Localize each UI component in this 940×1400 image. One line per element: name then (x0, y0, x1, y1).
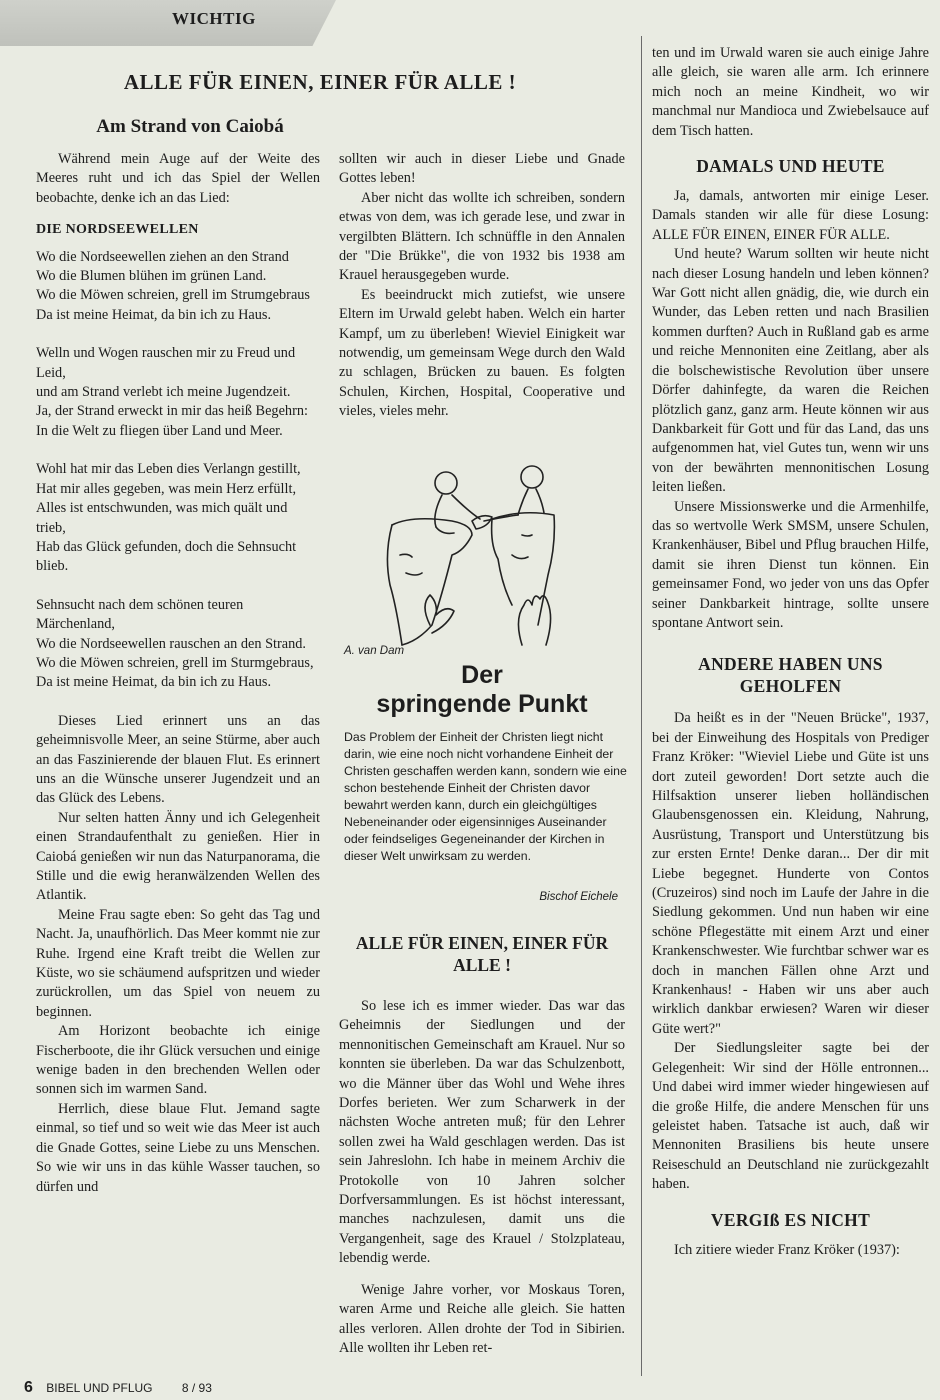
poem-title: DIE NORDSEEWELLEN (36, 222, 199, 238)
poem-line: Da ist meine Heimat, da bin ich zu Haus. (36, 674, 272, 691)
inset-title (336, 661, 628, 719)
poem-line: Hat mir alles gegeben, was mein Herz erfüllt, (36, 480, 297, 497)
poem-stanza (36, 596, 320, 693)
poem-line: Wohl hat mir das Leben dies Verlangn gestillt, (36, 461, 301, 478)
body-paragraph: ten und im Urwald waren sie auch einige Jahre alle gleich, sie waren alle arm. Ich erinnere mich noch an meine Kindheit, wo wir manchmal nur Mandioca und Zwiebelsauce auf dem Tisch hatten. (652, 45, 929, 139)
magazine-name: BIBEL UND PFLUG (46, 1381, 153, 1395)
body-paragraph: So lese ich es immer wieder. Das war das Geheimnis der Siedlungen und der mennonitischen Gemeinschaft am Krauel. Nur so konnten sie überleben. Da war das Schulzenbott, wo die Männer über das Wohl und Wehe ihres Dorfes berieten. Wer zum Scharwerk in der nächsten Woche antreten muß; für den Lehrer sollen zwei ha Wald geschlagen werden. Das ist sein Jahreslohn. Ich habe in meinem Archiv die Protokolle von 10 Jahren solcher Dorfversammlungen. Es ist höchst interessant, manches nachzulesen, damit uns die Vergangenheit, sage des Krauel / Stolzplateau, lebendig werde. (339, 998, 625, 1267)
column-2-lower (339, 997, 625, 1358)
body-paragraph: Ja, damals, antworten mir einige Leser. Damals standen wir alle für diese Losung: ALLE FÜR EINEN, EINER FÜR ALLE. (652, 188, 929, 243)
poem-line: Wo die Möwen schreien, grell im Strumgebraus (36, 287, 311, 304)
inset-text: Das Problem der Einheit der Christen liegt nicht darin, wie eine noch nicht vorhandene Einheit der Christen geschaffen werden kann, sondern wie eine schon bestehende Einheit der Christen davor bewahrt werden kann, durch ein gleichgültiges Nebeneinander oder eigensinniges Auseinander oder feindseliges Gegeneinander der Kirchen in dieser Welt unwirksam zu werden. (344, 730, 627, 863)
issue-number: 8 / 93 (181, 1381, 212, 1395)
body-paragraph: Nur selten hatten Änny und ich Gelegenheit einen Strandaufenthalt zu genießen. Hier in Caiobá genießen wir nun das Naturpanorama, die Stille und die ewig heranwälzenden Wellen des Atlantik. (36, 809, 320, 904)
poem-line: Wo die Nordseewellen rauschen an den Strand. (36, 635, 307, 652)
inset-box (336, 455, 628, 925)
body-paragraph: sollten wir auch in dieser Liebe und Gnade Gottes leben! (339, 151, 625, 187)
poem-line: Alles ist entschwunden, was mich quält und trieb, (36, 500, 288, 536)
column-rule (641, 36, 642, 1376)
section-heading: DAMALS UND HEUTE (696, 156, 885, 177)
page-number: 6 (24, 1379, 33, 1396)
section-heading: ALLE FÜR EINEN, EINER FÜR ALLE ! (355, 933, 609, 975)
intro-paragraph: Während mein Auge auf der Weite des Meeres ruht und ich das Spiel der Wellen beobachte, denke ich an das Lied: (36, 151, 320, 206)
poem-line: Hab das Glück gefunden, doch die Sehnsucht blieb. (36, 538, 297, 575)
poem-line: Wo die Blumen blühen im grünen Land. (36, 268, 267, 285)
inset-title-line: Der (461, 661, 503, 689)
column-3 (652, 44, 929, 1260)
body-paragraph: Es beeindruckt mich zutiefst, wie unsere Eltern im Urwald gelebt haben. Welch ein harter Kampf, um zu überleben! Wieviel Einigkeit war notwendig, um gemeinsam Wege durch den Wald zu schlagen, Brücken zu bauen. Es folgten Schulen, Kirchen, Hospital, Cooperative und vieles, vieles mehr. (339, 286, 625, 420)
body-paragraph: Ich zitiere wieder Franz Kröker (1937): (674, 1241, 900, 1258)
column-2 (339, 150, 625, 422)
page-footer (24, 1379, 212, 1397)
body-paragraph: Und heute? Warum sollten wir heute nicht nach dieser Losung handeln und leben können? War Gott nicht allen gnädig, die, wie durch ein Wunder, das Leben retten und nach Brasilien kommen durften? Auch in Rußland gab es arme und reiche Mennoniten eine Zeitlang, aber als die bolschewistische Revolution über unsere Dörfer dahinfegte, da waren die Reichen plötzlich ganz, ganz arm. Heute können wir aus Dankbarkeit für Gott und für das Land, das uns aufgenommen hat, viel Gutes tun, wenn wir uns von der bewährten mennonitischen Losung leiten ließen. (652, 246, 929, 496)
poem-line: Wo die Nordseewellen ziehen an den Strand (36, 248, 289, 265)
poem-line: Sehnsucht nach dem schönen teuren Märchenland, (36, 596, 244, 633)
section-heading: VERGIß ES NICHT (710, 1209, 871, 1230)
poem-line: In die Welt zu fliegen über Land und Meer. (36, 422, 283, 439)
inset-title-line: springende Punkt (376, 690, 588, 718)
illustration-credit: A. van Dam (344, 645, 405, 657)
poem-stanza (36, 460, 320, 576)
body-paragraph: Aber nicht das wollte ich schreiben, sondern etwas von dem, was ich gerade lese, und zwar in vergilbten Blättern. Ich schnüffle in den Annalen der "Die Brükke", die von 1932 bis 1938 am Krauel herausgegeben wurde. (339, 189, 625, 284)
section-heading: ANDERE HABEN UNS GEHOLFEN (698, 654, 883, 697)
body-paragraph: Unsere Missionswerke und die Armenhilfe, das so wertvolle Werk SMSM, unsere Schulen, Krankenhäuser, Bibel und Pflug brauchen Hilfe, damit sie ihren Dienst tun können. Ein gemeinsamer Fond, wo jeder von uns das Opfer seiner Dankbarkeit hintrage, sollte unsere spontane Antwort sein. (652, 498, 929, 631)
section-label: WICHTIG (172, 9, 256, 28)
body-paragraph: Wenige Jahre vorher, vor Moskaus Toren, waren Arme und Reiche alle gleich. Sie hatten alles verloren. Allen drohte der Tod in Sibirien. Alle wollten ihr Leben ret- (339, 1281, 625, 1356)
inset-author: Bischof Eichele (539, 891, 618, 903)
body-paragraph: Meine Frau sagte eben: So geht das Tag und Nacht. Ja, unaufhörlich. Das Meer kommt nie zur Ruhe. Irgend eine Kraft treibt die Wellen zur Küste, wo sie schäumend aufspritzen und wieder zurückrollen, um das Spiel von neuem zu beginnen. (36, 906, 320, 1020)
poem-stanza (36, 248, 320, 326)
poem-line: Wo die Möwen schreien, grell im Sturmgebraus, (36, 654, 314, 671)
body-paragraph: Am Horizont beobachte ich einige Fischerboote, die ihr Glück versuchen und einige wenige baden in den brechenden Wellen oder sonnen sich im warmen Sand. (36, 1023, 320, 1098)
handshake-illustration (372, 455, 592, 655)
poem-line: Welln und Wogen rauschen mir zu Freud und Leid, (36, 345, 296, 381)
article-title: ALLE FÜR EINEN, EINER FÜR ALLE ! (123, 70, 517, 94)
poem-line: Da ist meine Heimat, da bin ich zu Haus. (36, 306, 272, 323)
body-paragraph: Herrlich, diese blaue Flut. Jemand sagte einmal, so tief und so weit wie das Meer ist auch die Gnade Gottes, seine Liebe zu uns Menschen. So wie wir uns in das kühle Wasser tauchen, so dürfen und (36, 1100, 320, 1195)
poem-stanza (36, 344, 320, 441)
body-paragraph: Der Siedlungsleiter sagte bei der Gelegenheit: Wir sind der Hölle entronnen... Und dabei wird immer wieder hingewiesen auf die große Hilfe, die andere Menschen für uns geleistet haben. Tatsache ist auch, daß wir Mennoniten Brasiliens bis heute unsere Reiseschuld an Deutschland nie zurückgezahlt haben. (652, 1040, 929, 1193)
poem-line: Ja, der Strand erweckt in mir das heiß Begehrn: (36, 403, 308, 420)
article-subtitle: Am Strand von Caiobá (96, 116, 284, 137)
section-tab (0, 0, 336, 46)
body-paragraph: Dieses Lied erinnert uns an das geheimnisvolle Meer, an seine Stürme, aber auch an das Faszinierende der blauen Flut. Es erinnert uns an die Wünsche unserer Jugendzeit und an das Glück des Lebens. (36, 712, 320, 807)
poem-line: und am Strand verlebt ich meine Jugendzeit. (36, 384, 291, 401)
column-1 (36, 150, 320, 1197)
body-paragraph: Da heißt es in der "Neuen Brücke", 1937, bei der Einweihung des Hospitals von Prediger Franz Kröker: "Wieviel Liebe und Güte ist uns dort zuteil geworden! Dort setzte auch die Hilfsaktion unserer lieben holländischen Glaubensgenossen ein. Kleidung, Nahrung, Ausrüstung, Transport und Unterstützung bis zur ersten Ernte! Denke daran... Der dir mit Liebe begegnet. Hunderte von Contos (Cruzeiros) sind noch im Laufe der Jahre in die Siedlung gekommen. Und nun haben wir eine schöne Pflegestätte mit einem Arzt und einer Krankenschwester. Wie furchtbar schwer war es doch in manchen Fällen ohne Arzt und Krankenhaus! - Haben wir uns aber auch wirklich dankbar erwiesen? Waren wir dieser Güte wert?" (652, 710, 929, 1037)
